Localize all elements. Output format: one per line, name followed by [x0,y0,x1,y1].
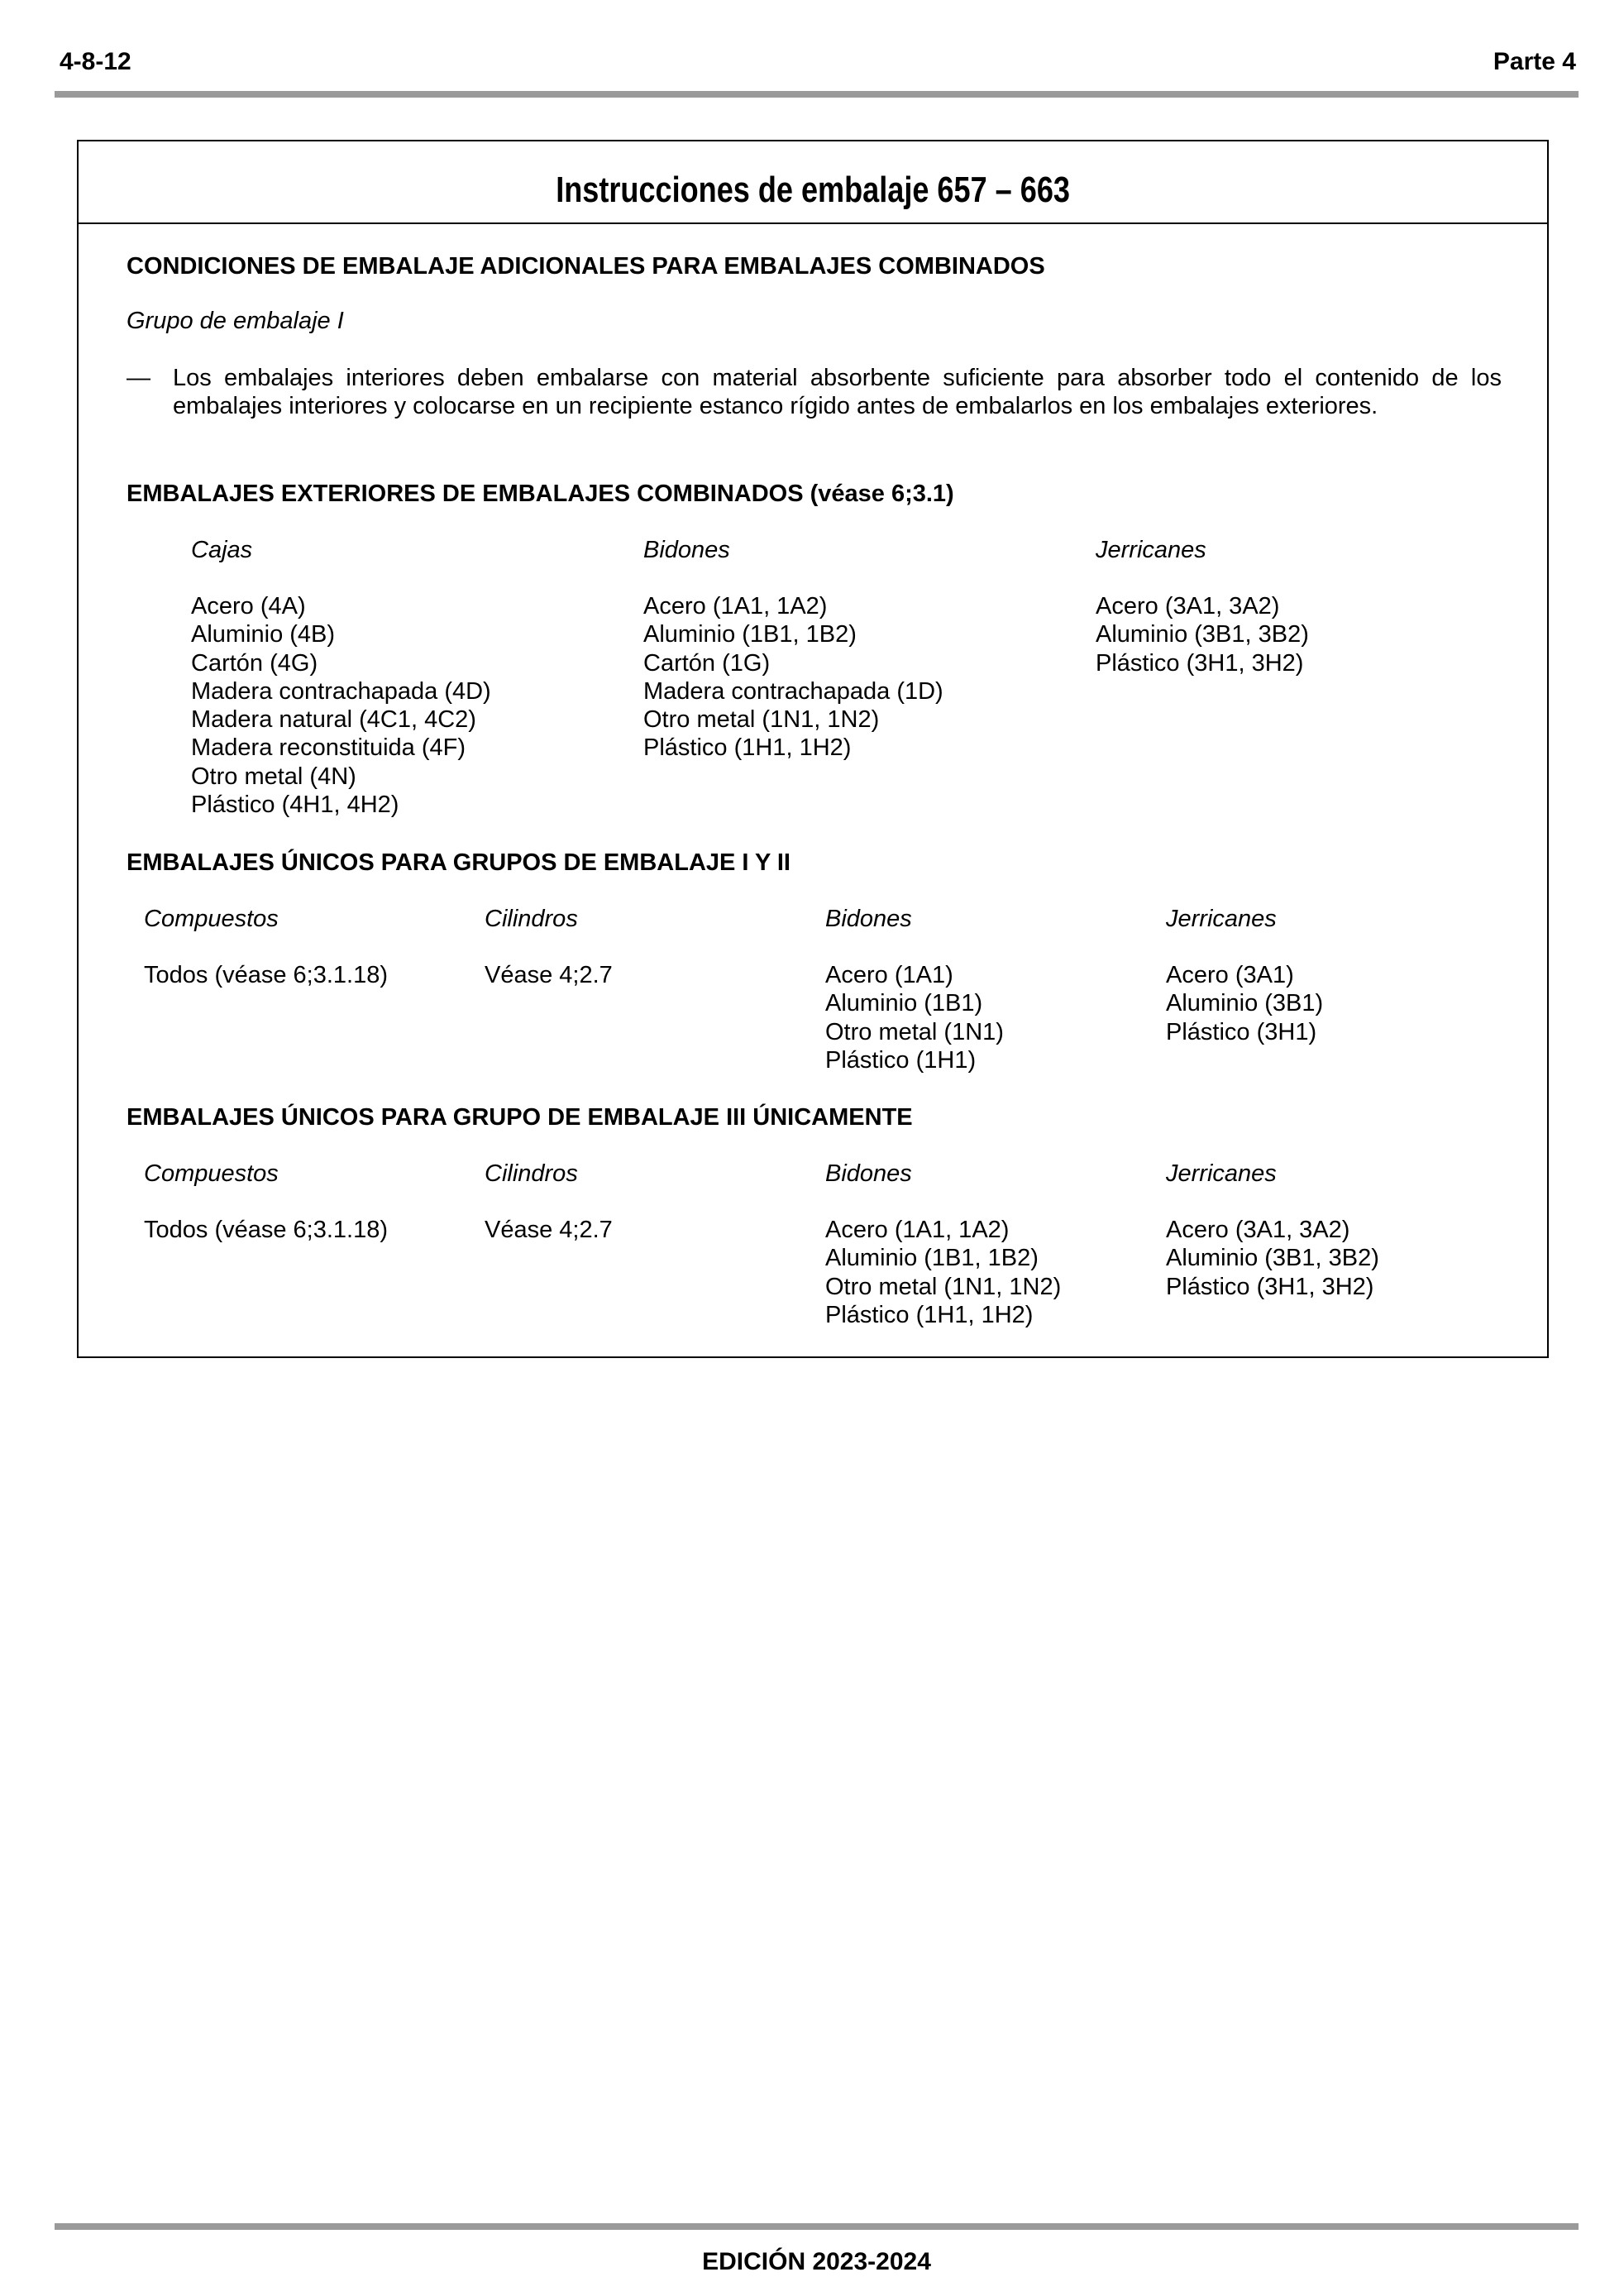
list-item: Plástico (4H1, 4H2) [191,792,399,819]
list-item: Otro metal (1N1, 1N2) [825,1273,1062,1300]
section3-heading: EMBALAJES ÚNICOS PARA GRUPOS DE EMBALAJE I Y II [127,849,791,876]
list-item: Otro metal (1N1) [825,1018,1004,1045]
edition-footer: EDICIÓN 2023-2024 [702,2248,931,2275]
list-item: Aluminio (3B1, 3B2) [1166,1245,1379,1272]
list-item: Otro metal (4N) [191,763,356,790]
header-rule [55,91,1579,98]
list-item: Aluminio (4B) [191,621,336,648]
section3-col1-list [144,961,388,989]
section2-col2-list [643,592,943,763]
section3-col4-title: Jerricanes [1166,906,1277,932]
list-item: Plástico (1H1, 1H2) [825,1301,1034,1328]
section2-col3-list [1096,592,1309,677]
section2-col1-list [191,592,491,819]
list-item: Cartón (1G) [643,649,771,677]
list-item: Madera natural (4C1, 4C2) [191,706,476,734]
list-item: Todos (véase 6;3.1.18) [144,1217,389,1243]
bullet-dash: — [127,365,150,391]
list-item: Véase 4;2.7 [485,962,613,988]
list-item: Aluminio (1B1, 1B2) [825,1245,1039,1272]
section2-col2-title: Bidones [643,537,730,563]
section4-col2-list [485,1216,613,1244]
list-item: Acero (3A1, 3A2) [1096,593,1280,619]
part-label: Parte 4 [1493,48,1576,75]
list-item: Aluminio (1B1, 1B2) [643,621,857,648]
section2-col1-title: Cajas [191,537,253,563]
list-item: Plástico (1H1) [825,1046,977,1074]
section2-col3-title: Jerricanes [1096,537,1206,563]
section1-heading: CONDICIONES DE EMBALAJE ADICIONALES PARA EMBALAJES COMBINADOS [127,253,1045,280]
section3-col3-list [825,961,1004,1074]
section3-col2-list [485,961,613,989]
section1-bullet-text: Los embalajes interiores deben embalarse con material absorbente suficiente para absorber todo el contenido de los embalajes interiores y colocarse en un recipiente estanco rígido antes de embalarlos en los embalajes exteriores. [173,365,1502,419]
list-item: Aluminio (3B1) [1166,990,1324,1017]
section2-heading: EMBALAJES EXTERIORES DE EMBALAJES COMBINADOS (véase 6;3.1) [127,481,954,507]
list-item: Todos (véase 6;3.1.18) [144,962,389,988]
list-item: Acero (1A1) [825,962,953,988]
list-item: Véase 4;2.7 [485,1217,613,1243]
box-title-row [79,141,1547,224]
section4-col2-title: Cilindros [485,1160,578,1187]
section4-col4-list [1166,1216,1379,1301]
section4-col3-list [825,1216,1061,1329]
section3-col2-title: Cilindros [485,906,578,932]
list-item: Cartón (4G) [191,649,318,677]
list-item: Acero (1A1, 1A2) [643,593,828,619]
list-item: Madera contrachapada (1D) [643,677,943,705]
section3-col3-title: Bidones [825,906,912,932]
list-item: Aluminio (3B1, 3B2) [1096,621,1309,648]
page-number: 4-8-12 [60,48,131,75]
section4-col1-list [144,1216,388,1244]
section4-col3-title: Bidones [825,1160,912,1187]
list-item: Acero (4A) [191,593,306,619]
list-item: Plástico (3H1, 3H2) [1096,649,1304,677]
list-item: Acero (3A1, 3A2) [1166,1217,1350,1243]
list-item: Madera contrachapada (4D) [191,677,491,705]
section4-col1-title: Compuestos [144,1160,279,1187]
section3-col1-title: Compuestos [144,906,279,932]
list-item: Plástico (3H1, 3H2) [1166,1273,1374,1300]
section1-group: Grupo de embalaje I [127,308,344,334]
list-item: Aluminio (1B1) [825,990,983,1017]
list-item: Otro metal (1N1, 1N2) [643,706,880,734]
section4-col4-title: Jerricanes [1166,1160,1277,1187]
list-item: Acero (1A1, 1A2) [825,1217,1010,1243]
list-item: Plástico (3H1) [1166,1018,1317,1045]
section4-heading: EMBALAJES ÚNICOS PARA GRUPO DE EMBALAJE III ÚNICAMENTE [127,1104,913,1131]
footer-rule [55,2223,1579,2230]
section3-col4-list [1166,961,1323,1046]
box-title: Instrucciones de embalaje 657 – 663 [556,170,1070,210]
list-item: Madera reconstituida (4F) [191,734,466,762]
list-item: Plástico (1H1, 1H2) [643,734,852,762]
list-item: Acero (3A1) [1166,962,1294,988]
instructions-box [77,140,1549,1358]
